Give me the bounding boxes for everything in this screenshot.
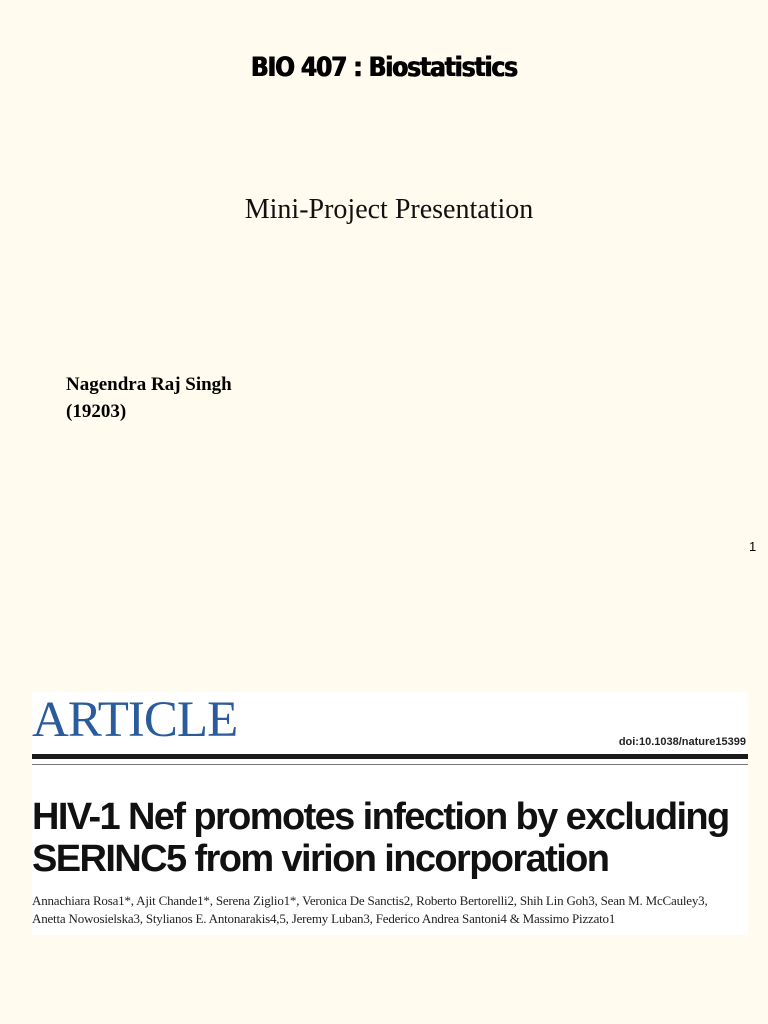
article-authors — [32, 892, 748, 928]
article-headline — [32, 796, 748, 880]
article-header-image — [32, 692, 748, 935]
headline-line: HIV-1 Nef promotes infection by excluding — [32, 796, 729, 838]
page-number: 1 — [749, 539, 757, 554]
author-line: Annachiara Rosa1*, Ajit Chande1*, Serena Ziglio1*, Veronica De Sanctis2, Roberto Bertorelli2, Shih Lin Goh3, Sean M. McCauley3, — [32, 893, 708, 908]
doi-text: doi:10.1038/nature15399 — [618, 736, 746, 748]
divider-thin — [32, 764, 748, 765]
author-line: Anetta Nowosielska3, Stylianos E. Antonarakis4,5, Jeremy Luban3, Federico Andrea Santoni4 & Massimo Pizzato1 — [32, 911, 616, 926]
headline-line: SERINC5 from virion incorporation — [32, 838, 609, 880]
presentation-subtitle: Mini-Project Presentation — [244, 194, 534, 225]
course-title: BIO 407 : Biostatistics — [250, 52, 518, 83]
author-id: (19203) — [66, 401, 127, 422]
author-block — [66, 371, 232, 425]
divider-thick — [32, 754, 748, 759]
author-name: Nagendra Raj Singh — [66, 374, 232, 395]
article-label: ARTICLE — [32, 692, 238, 748]
